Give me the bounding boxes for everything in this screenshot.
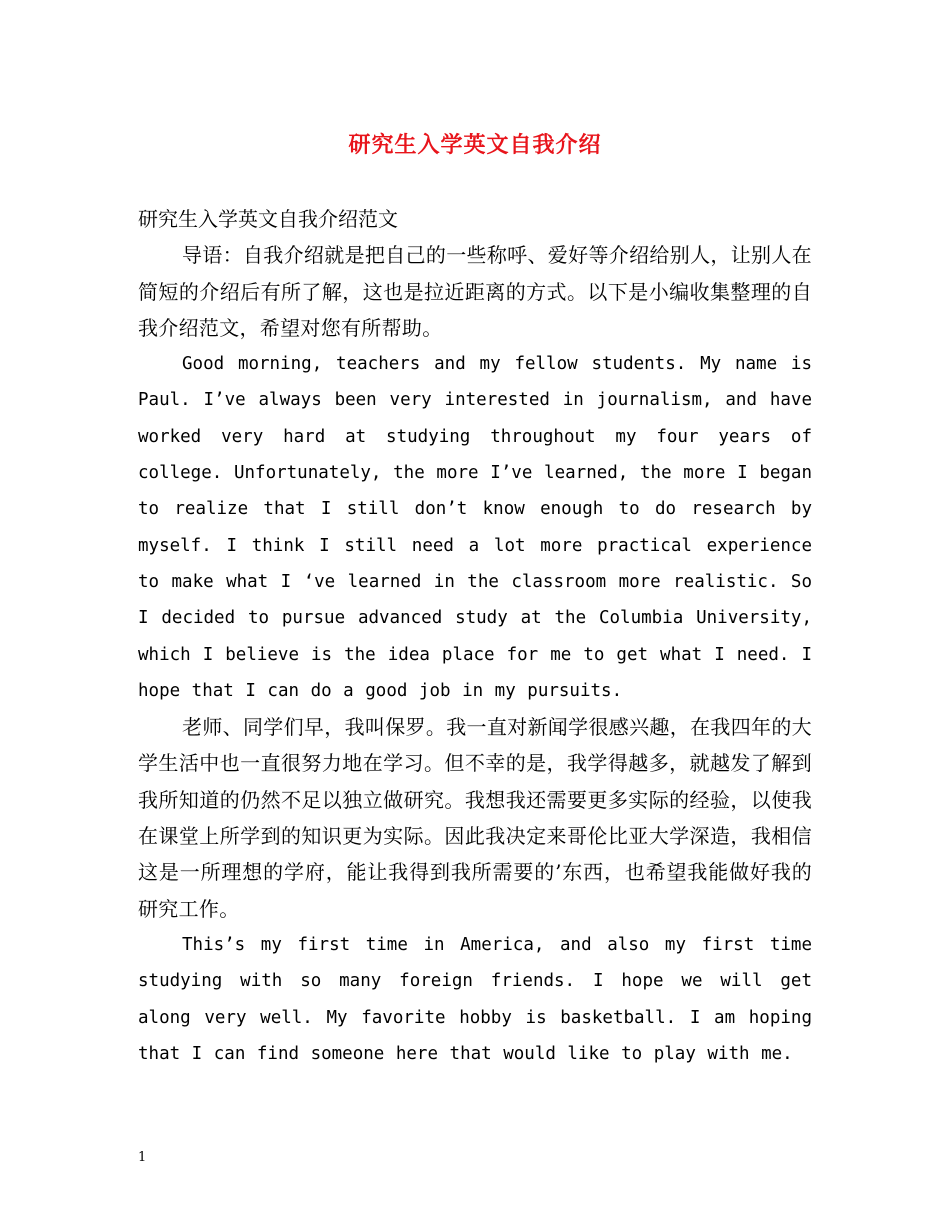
english-paragraph-1: Good morning, teachers and my fellow students. My name is Paul. I’ve always been very interested in journalism, and have worked very hard at studying throughout my four years of college. Unfortunately, the more I’ve learned, the more I began to realize that I still don’t know enough to do research by myself. I think I still need a lot more practical experience to make what I ‘ve learned in the classroom more realistic. So I decided to pursue advanced study at the Columbia University, which I believe is the idea place for me to get what I need. I hope that I can do a good job in my pursuits. xyxy=(138,354,812,701)
document-title: 研究生入学英文自我介绍 xyxy=(348,133,602,158)
intro-paragraph: 导语：自我介绍就是把自己的一些称呼、爱好等介绍给别人，让别人在简短的介绍后有所了解，这也是拉近距离的方式。以下是小编收集整理的自我介绍范文，希望对您有所帮助。 xyxy=(138,243,812,340)
document-subtitle: 研究生入学英文自我介绍范文 xyxy=(138,207,398,231)
chinese-paragraph-1: 老师、同学们早，我叫保罗。我一直对新闻学很感兴趣，在我四年的大学生活中也一直很努力地在学习。但不幸的是，我学得越多，就越发了解到我所知道的仍然不足以独立做研究。我想我还需要更多实际的经验，以使我在课堂上所学到的知识更为实际。因此我决定来哥伦比亚大学深造，我相信这是一所理想的学府，能让我得到我所需要的’东西，也希望我能做好我的研究工作。 xyxy=(138,715,812,921)
english-paragraph-2: This’s my first time in America, and also my first time studying with so many foreign friends. I hope we will get along very well. My favorite hobby is basketball. I am hoping that I can find someone here that would like to play with me. xyxy=(138,934,812,1064)
document-body xyxy=(138,201,812,1072)
page-number: 1 xyxy=(138,1150,147,1165)
